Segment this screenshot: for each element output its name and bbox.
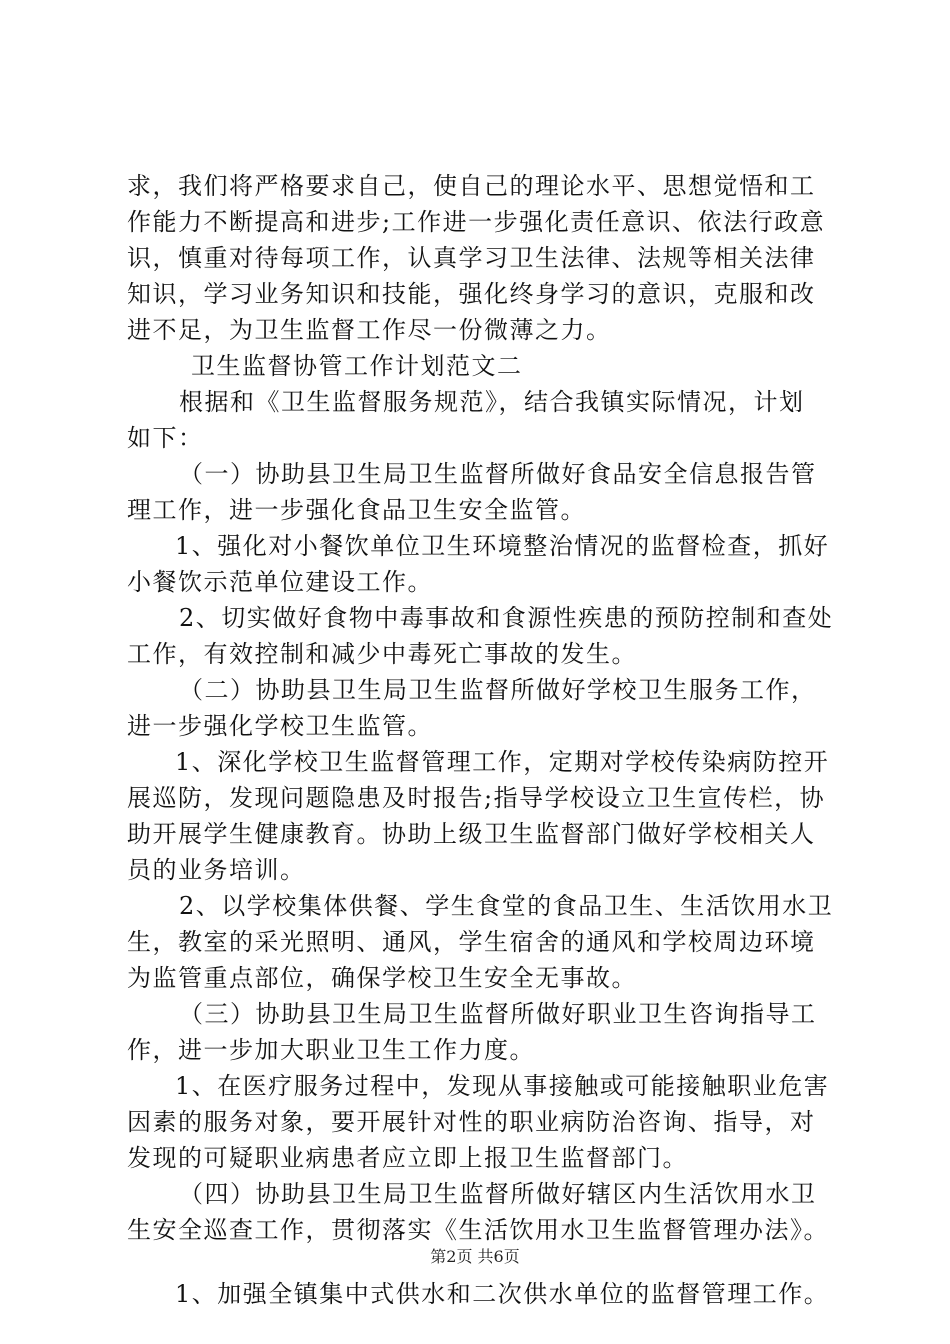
subsection-heading: （三）协助县卫生局卫生监督所做好职业卫生咨询指导工: [179, 1000, 817, 1028]
body-line: 进一步强化学校卫生监管。: [127, 712, 433, 740]
body-line: 根据和《卫生监督服务规范》，结合我镇实际情况，计划: [179, 388, 805, 416]
body-line: 求，我们将严格要求自己，使自己的理论水平、思想觉悟和工: [127, 172, 816, 200]
body-line: 进不足，为卫生监督工作尽一份微薄之力。: [127, 316, 612, 344]
body-line: 作，进一步加大职业卫生工作力度。: [127, 1036, 535, 1064]
section-heading: 卫生监督协管工作计划范文二: [191, 352, 523, 380]
page-footer: 第2页 共6页: [430, 1247, 520, 1266]
document-body: [127, 168, 832, 1312]
body-line: 如下：: [127, 424, 204, 452]
subsection-heading: （二）协助县卫生局卫生监督所做好学校卫生服务工作，: [179, 676, 817, 704]
list-item: 1、深化学校卫生监督管理工作，定期对学校传染病防控开: [175, 748, 830, 776]
body-line: 识，慎重对待每项工作，认真学习卫生法律、法规等相关法律: [127, 244, 816, 272]
body-line: 发现的可疑职业病患者应立即上报卫生监督部门。: [127, 1144, 688, 1172]
body-line: 因素的服务对象，要开展针对性的职业病防治咨询、指导，对: [127, 1108, 816, 1136]
body-line: 知识，学习业务知识和技能，强化终身学习的意识，克服和改: [127, 280, 816, 308]
body-line: 工作，有效控制和减少中毒死亡事故的发生。: [127, 640, 637, 668]
body-line: 展巡防，发现问题隐患及时报告;指导学校设立卫生宣传栏，协: [127, 784, 826, 812]
body-line: 助开展学生健康教育。协助上级卫生监督部门做好学校相关人: [127, 820, 816, 848]
list-item: 2、以学校集体供餐、学生食堂的食品卫生、生活饮用水卫: [179, 892, 834, 920]
body-line: 为监管重点部位，确保学校卫生安全无事故。: [127, 964, 637, 992]
list-item: 1、加强全镇集中式供水和二次供水单位的监督管理工作。: [175, 1280, 830, 1308]
body-line: 理工作，进一步强化食品卫生安全监管。: [127, 496, 586, 524]
list-item: 1、强化对小餐饮单位卫生环境整治情况的监督检查，抓好: [175, 532, 830, 560]
body-line: 小餐饮示范单位建设工作。: [127, 568, 433, 596]
body-line: 生，教室的采光照明、通风，学生宿舍的通风和学校周边环境: [127, 928, 816, 956]
body-line: 作能力不断提高和进步;工作进一步强化责任意识、依法行政意: [127, 208, 826, 236]
body-line: 生安全巡查工作，贯彻落实《生活饮用水卫生监督管理办法》。: [127, 1216, 829, 1244]
body-line: 员的业务培训。: [127, 856, 306, 884]
subsection-heading: （一）协助县卫生局卫生监督所做好食品安全信息报告管: [179, 460, 817, 488]
list-item: 1、在医疗服务过程中，发现从事接触或可能接触职业危害: [175, 1072, 830, 1100]
subsection-heading: （四）协助县卫生局卫生监督所做好辖区内生活饮用水卫: [179, 1180, 817, 1208]
list-item: 2、切实做好食物中毒事故和食源性疾患的预防控制和查处: [179, 604, 834, 632]
